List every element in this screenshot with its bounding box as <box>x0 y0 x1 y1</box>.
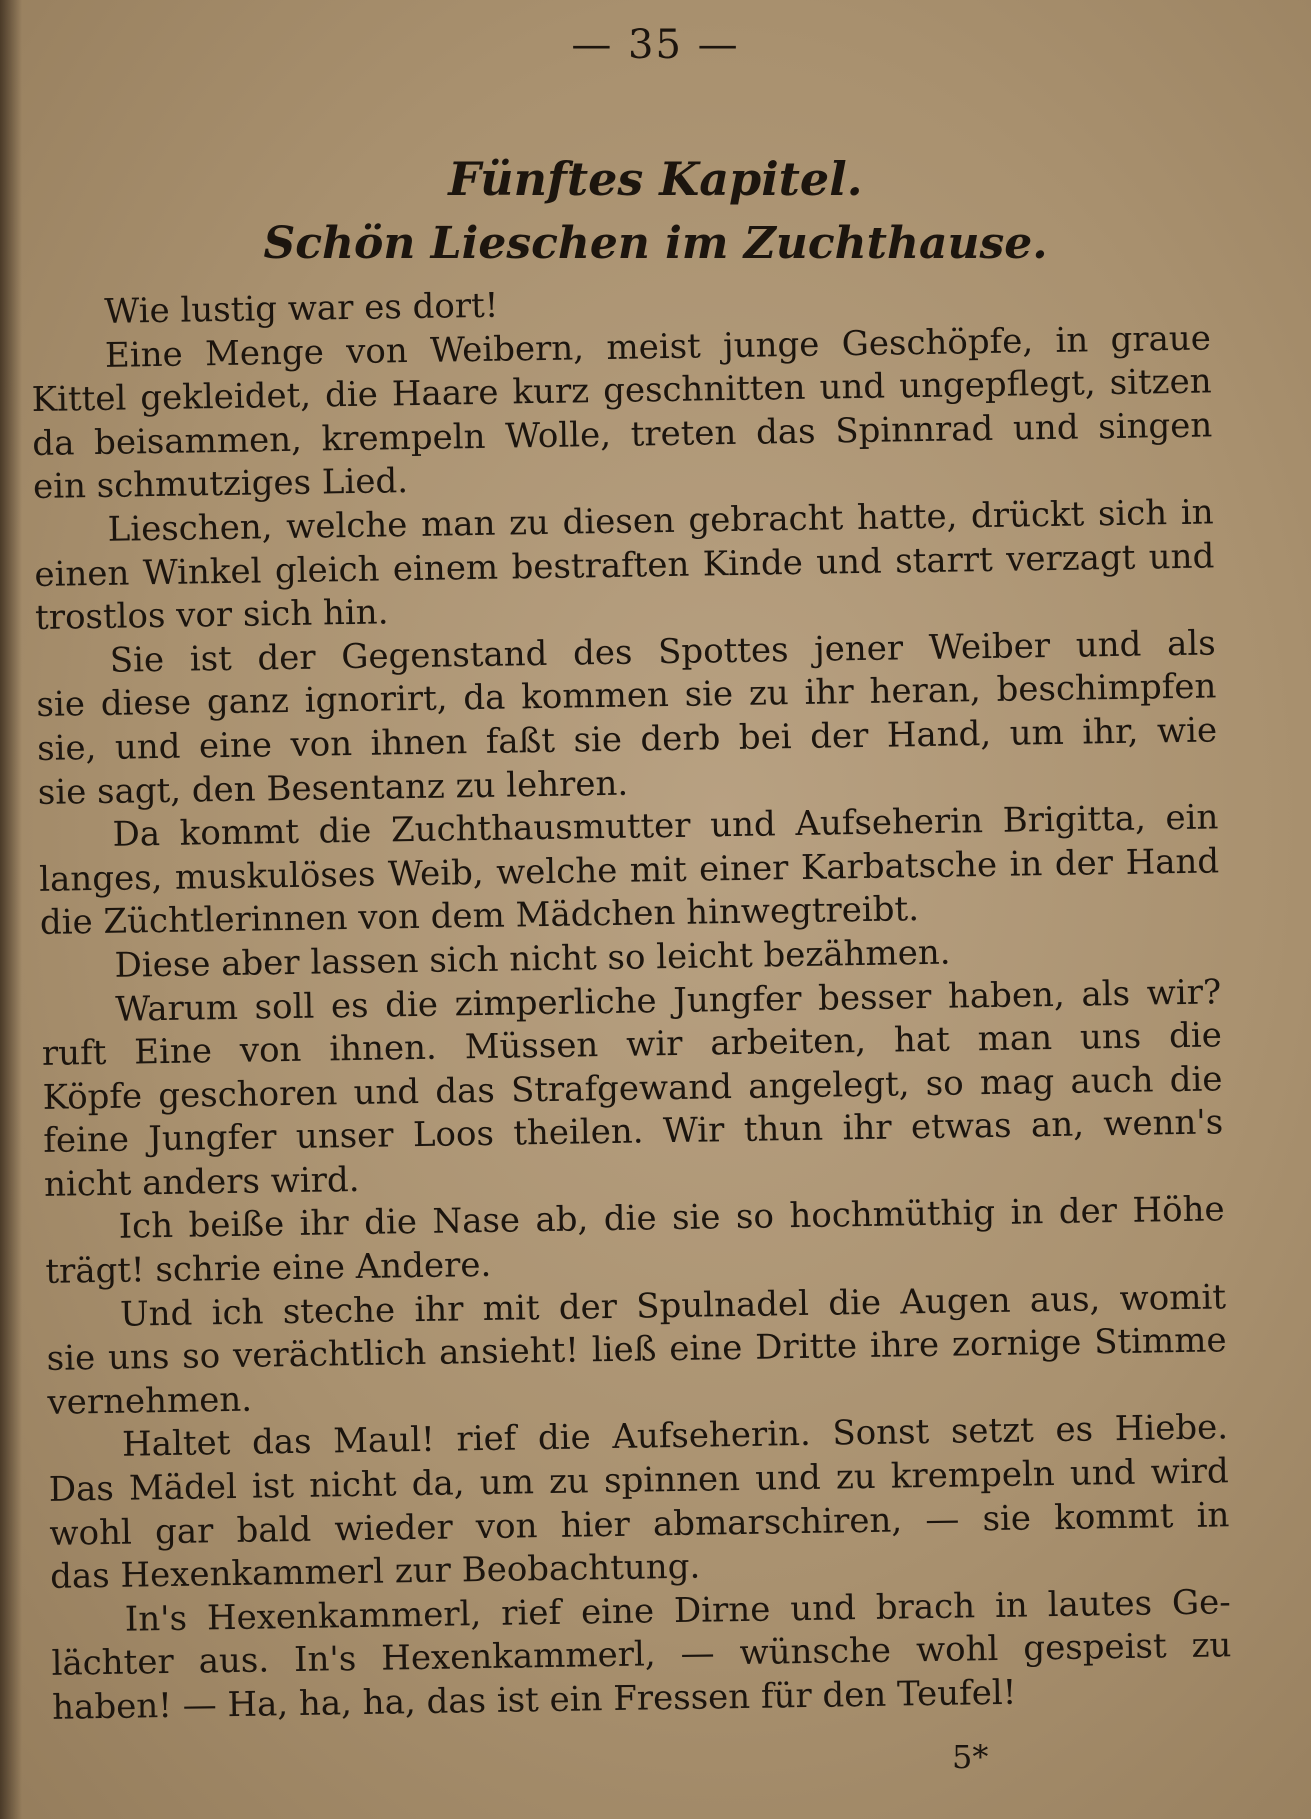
text-line: trägt! schrie eine Andere. <box>45 1244 492 1292</box>
text-line: ruft Eine von ihnen. Müssen wir arbeiten, hat man uns die <box>41 1015 1223 1074</box>
text-line: sie uns so verächtlich ansieht! ließ eine Dritte ihre zornige Stimme <box>46 1320 1227 1380</box>
text-line: Da kommt die Zuchthausmutter und Aufseherin Brigitta, ein <box>112 797 1219 855</box>
text-line: trostlos vor sich hin. <box>34 592 389 639</box>
chapter-title: Fünftes Kapitel. <box>448 152 863 206</box>
text-line: Und ich steche ihr mit der Spulnadel die Augen aus, womit <box>119 1276 1227 1335</box>
text-line: nicht anders wird. <box>43 1159 360 1205</box>
text-line: In's Hexenkammerl, rief eine Dirne und brach in lautes Ge- <box>124 1582 1232 1640</box>
signature-mark: 5* <box>952 1738 989 1776</box>
chapter-subtitle: Schön Lieschen im Zuchthause. <box>263 218 1048 269</box>
text-line: Warum soll es die zimperliche Jungfer besser haben, als wir? <box>114 971 1222 1030</box>
text-line: das Hexenkammerl zur Beobachtung. <box>49 1546 701 1598</box>
text-line: feine Jungfer unser Loos theilen. Wir thun ihr etwas an, wenn's <box>43 1102 1224 1162</box>
page-binding-shadow <box>0 0 22 1819</box>
text-line: ein schmutziges Lied. <box>32 461 409 508</box>
text-line: Ich beiße ihr die Nase ab, die sie so hochmüthig in der Höhe <box>118 1189 1225 1248</box>
text-line: einen Winkel gleich einem bestraften Kinde und starrt verzagt und <box>34 535 1215 595</box>
text-line: lächter aus. In's Hexenkammerl, — wünsche wohl gespeist zu <box>51 1625 1232 1685</box>
page-number: — 35 — <box>571 22 740 68</box>
text-line: wohl gar bald wieder von hier abmarschiren, — sie kommt in <box>49 1494 1230 1554</box>
text-line: Das Mädel ist nicht da, um zu spinnen und zu krempeln und wird <box>48 1451 1229 1510</box>
text-line: Wie lustig war es dort! <box>104 285 499 332</box>
text-line: Eine Menge von Weibern, meist junge Geschöpfe, in graue <box>104 318 1212 376</box>
text-line: Kittel gekleidet, die Haare kurz geschnitten und ungepflegt, sitzen <box>31 361 1212 421</box>
text-line: langes, muskulöses Weib, welche mit einer Karbatsche in der Hand <box>38 841 1220 900</box>
text-line: die Züchtlerinnen von dem Mädchen hinwegtreibt. <box>39 889 920 944</box>
text-line: Sie ist der Gegenstand des Spottes jener Weiber und als <box>109 623 1216 681</box>
text-line: Haltet das Maul! rief die Aufseherin. Sonst setzt es Hiebe. <box>121 1407 1229 1466</box>
body-text <box>30 273 1232 1730</box>
text-line: sie, und eine von ihnen faßt sie derb bei der Hand, um ihr, wie <box>36 710 1218 769</box>
text-line: Köpfe geschoren und das Strafgewand angelegt, so mag auch die <box>42 1059 1223 1118</box>
text-line: Diese aber lassen sich nicht so leicht bezähmen. <box>114 932 951 986</box>
text-line: vernehmen. <box>47 1379 253 1423</box>
text-line: sie diese ganz ignorirt, da kommen sie zu ihr heran, beschimpfen <box>36 666 1217 726</box>
text-line: da beisammen, krempeln Wolle, treten das Spinnrad und singen <box>32 405 1213 464</box>
text-line: haben! — Ha, ha, ha, das ist ein Fressen für den Teufel! <box>51 1672 1017 1728</box>
text-line: sie sagt, den Besentanz zu lehren. <box>37 763 629 813</box>
text-line: Lieschen, welche man zu diesen gebracht hatte, drückt sich in <box>107 492 1214 550</box>
